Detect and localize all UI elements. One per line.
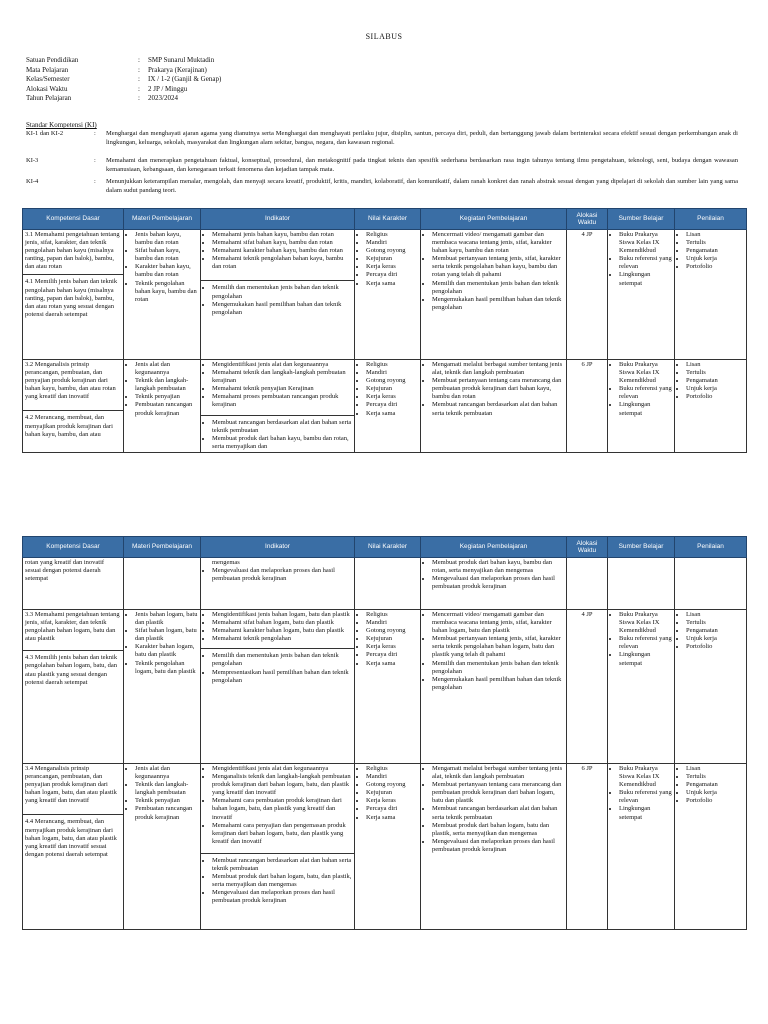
nilai-item: • Kejujuran [366, 635, 418, 643]
indikator-item: • Membuat produk dari bahan kayu, bambu dan rotan, serta menyajikan dan [212, 435, 352, 451]
kegiatan-item: • Mengamati melalui berbagai sumber tentang jenis alat, teknik dan langkah pembuatan [432, 361, 564, 377]
penilaian-item: • Tertulis [686, 773, 744, 781]
kegiatan-item: • Mencermati video/ mengamati gambar dan membaca wacana tentang jenis, sifat, karakter bahan kayu, bambu dan rotan [432, 231, 564, 255]
nilai-item: • Gotong royong [366, 627, 418, 635]
kd-cell [23, 764, 124, 930]
table-row [23, 764, 747, 930]
identity-value: Prakarya (Kerajinan) [148, 65, 207, 74]
nilai-item: • Kerja sama [366, 410, 418, 418]
penilaian-item: • Portofolio [686, 263, 744, 271]
indikator-list [203, 361, 352, 412]
penilaian-item: • Lisan [686, 361, 744, 369]
sumber-item: • Lingkungan setempat [619, 271, 672, 287]
nilai-item: • Kerja sama [366, 660, 418, 668]
indikator-item: • Memilih dan menentukan jenis bahan dan teknik pengolahan [212, 284, 352, 300]
nilai-item: • Kejujuran [366, 385, 418, 393]
kegiatan-cell [421, 764, 567, 930]
materi-item: • Sifat bahan kayu, bambu dan rotan [135, 247, 198, 263]
sumber-item: • Buku Prakarya Siswa Kelas IX Kemendikbud [619, 231, 672, 255]
kd-cell [23, 230, 124, 360]
indikator-item: • Mengidentifikasi jenis bahan logam, batu dan plastik [212, 611, 352, 619]
sumber-cell [608, 764, 675, 930]
indikator-item: • Memahami sifat bahan kayu, bambu dan rotan [212, 239, 352, 247]
column-header: Kompetensi Dasar [23, 209, 124, 230]
sumber-item: • Buku referensi yang relevan [619, 789, 672, 805]
penilaian-cell [675, 764, 747, 930]
sumber-item: • Lingkungan setempat [619, 805, 672, 821]
nilai-item: • Kerja keras [366, 393, 418, 401]
kd-separator [23, 814, 123, 815]
kegiatan-item: • Mengemukakan hasil pemilihan bahan dan teknik pengolahan [432, 296, 564, 312]
column-header: Indikator [201, 209, 355, 230]
materi-item: • Karakter bahan kayu, bambu dan rotan [135, 263, 198, 279]
identity-colon: : [138, 75, 140, 83]
alokasi-cell: 4 JP [567, 230, 608, 360]
kegiatan-cell [421, 230, 567, 360]
table-header-row [23, 209, 747, 230]
penilaian-cell [675, 610, 747, 764]
indikator-item: • Membuat produk dari bahan logam, batu, dan plastik, serta menyajikan dan mengemas [212, 873, 352, 889]
kd-item: 3.3 Memahami pengetahuan tentang jenis, sifat, karakter, dan teknik pengolahan bahan logam, batu dan atau plastik [25, 611, 120, 643]
sumber-list [610, 361, 672, 418]
ki-heading: Standar Kompetensi (KI) [26, 121, 97, 129]
nilai-item: • Mandiri [366, 369, 418, 377]
sumber-item: • Lingkungan setempat [619, 401, 672, 417]
sumber-item: • Buku referensi yang relevan [619, 635, 672, 651]
nilai-item: • Kerja keras [366, 797, 418, 805]
indikator-item: • Membuat rancangan berdasarkan alat dan bahan serta teknik pembuatan [212, 419, 352, 435]
sumber-item: • Buku referensi yang relevan [619, 385, 672, 401]
column-header: Alokasi Waktu [567, 537, 608, 558]
materi-item: • Teknik pengolahan logam, batu dan plastik [135, 660, 198, 676]
sumber-cell [608, 360, 675, 453]
penilaian-item: • Pengamatan [686, 781, 744, 789]
indikator-cell [201, 558, 355, 610]
materi-item: • Pembuatan rancangan produk kerajinan [135, 401, 198, 417]
nilai-item: • Kejujuran [366, 789, 418, 797]
nilai-list [357, 611, 418, 668]
column-header: Nilai Karakter [355, 537, 421, 558]
materi-item: • Teknik pengolahan bahan kayu, bambu dan rotan [135, 280, 198, 304]
ki-text: Menunjukkan keterampilan menalar, mengolah, dan menyaji secara kreatif, produktif, kritis, mandiri, kolaboratif, dan komunikatif, dalam ranah konkret dan ranah abstrak sesuai dengan yang dipelajari di sekolah dan sumber lain yang sama dalam sudut pandang teori. [106, 178, 738, 194]
materi-list [126, 611, 198, 676]
kegiatan-list [423, 559, 564, 591]
nilai-cell [355, 610, 421, 764]
kd-item: 4.2 Merancang, membuat, dan menyajikan produk kerajinan dari bahan kayu, bambu, dan atau [25, 414, 113, 438]
column-header: Penilaian [675, 209, 747, 230]
kegiatan-item: • Mengamati melalui berbagai sumber tentang jenis alat, teknik dan langkah pembuatan [432, 765, 564, 781]
indikator-item: • Memahami teknik dan langkah-langkah pembuatan kerajinan [212, 369, 352, 385]
materi-list [126, 361, 198, 418]
sumber-cell [608, 558, 675, 610]
table-row [23, 610, 747, 764]
column-header: Kegiatan Pembelajaran [421, 537, 567, 558]
materi-item: • Jenis alat dan kegunaannya [135, 765, 198, 781]
nilai-item: • Percaya diri [366, 651, 418, 659]
indikator-item: • Mempresentasikan hasil pemilihan bahan dan teknik pengolahan [212, 669, 352, 685]
nilai-item: • Kejujuran [366, 255, 418, 263]
kd-separator [23, 410, 123, 411]
indikator-list [203, 419, 352, 451]
identity-label: Tahun Pelajaran [26, 94, 72, 102]
kegiatan-item: • Memilih dan menentukan jenis bahan dan teknik pengolahan [432, 660, 564, 676]
identity-label: Mata Pelajaran [26, 65, 69, 74]
indikator-separator [201, 853, 354, 854]
nilai-item: • Kerja sama [366, 280, 418, 288]
ki-label: KI-3 [26, 157, 39, 164]
penilaian-item: • Lisan [686, 231, 744, 239]
table-row [23, 360, 747, 453]
sumber-item: • Lingkungan setempat [619, 651, 672, 667]
column-header: Indikator [201, 537, 355, 558]
column-header: Sumber Belajar [608, 537, 675, 558]
nilai-list [357, 231, 418, 288]
nilai-cell [355, 764, 421, 930]
column-header: Materi Pembelajaran [124, 209, 201, 230]
nilai-list [357, 765, 418, 822]
penilaian-item: • Pengamatan [686, 627, 744, 635]
penilaian-item: • Tertulis [686, 619, 744, 627]
ki-text: Memahami dan menerapkan pengetahuan faktual, konseptual, prosedural, dan metakognitif pada tingkat teknis dan spesifik sederhana berdasarkan rasa ingin tahunya tentang ilmu pengetahuan, teknologi, seni, budaya dengan wawasan kemanusiaan, kebangsaan, dan kenegaraan terkait fenomena dan kejadian tampak mata. [106, 157, 738, 173]
materi-item: • Teknik dan langkah-langkah pembuatan [135, 377, 198, 393]
kd-item: 3.2 Menganalisis prinsip perancangan, pembuatan, dan penyajian produk kerajinan dari bahan kayu, bambu, dan atau rotan yang kreatif dan inovatif [25, 361, 116, 401]
materi-list [126, 231, 198, 304]
materi-item: • Karakter bahan logam, batu dan plastik [135, 643, 198, 659]
nilai-item: • Religius [366, 361, 418, 369]
kd-item: 4.3 Memilih jenis bahan dan teknik pengolahan bahan logam, batu, dan atau plastik yang sesuai dengan potensi daerah setempat [25, 654, 118, 686]
alokasi-cell [567, 558, 608, 610]
materi-item: • Pembuatan rancangan produk kerajinan [135, 805, 198, 821]
identity-value: SMP Sunarul Muktadin [148, 56, 215, 64]
document-title: SILABUS [365, 32, 403, 41]
indikator-item: • Memilih dan menentukan jenis bahan dan teknik pengolahan [212, 652, 352, 668]
penilaian-item: • Pengamatan [686, 247, 744, 255]
sumber-item: • Buku Prakarya Siswa Kelas IX Kemendikbud [619, 611, 672, 635]
materi-item: • Teknik dan langkah-langkah pembuatan [135, 781, 198, 797]
sumber-item: • Buku Prakarya Siswa Kelas IX Kemendikbud [619, 361, 672, 385]
materi-cell [124, 610, 201, 764]
kd-item: 3.4 Menganalisis prinsip perancangan, pembuatan, dan penyajian produk kerajinan dari bahan logam, batu, dan atau plastik yang kreatif dan inovatif [25, 765, 117, 805]
identity-value: 2 JP / Minggu [148, 84, 188, 93]
penilaian-item: • Unjuk kerja [686, 635, 744, 643]
identity-label: Kelas/Semester [26, 75, 70, 83]
identity-colon: : [138, 94, 140, 102]
kegiatan-item: • Membuat pertanyaan tentang jenis, sifat, karakter serta teknik pengolahan bahan kayu, bambu dan rotan yang telah di pahami [432, 255, 564, 279]
penilaian-cell [675, 558, 747, 610]
sumber-item: • Buku referensi yang relevan [619, 255, 672, 271]
indikator-item: • Menganalisis teknik dan langkah-langkah pembuatan produk kerajinan dari bahan logam, batu, dan plastik yang kreatif dan inovatif [212, 773, 352, 797]
indikator-separator [201, 415, 354, 416]
indikator-item: • Mengemukakan hasil pemilihan bahan dan teknik pengolahan [212, 301, 352, 317]
penilaian-list [677, 361, 744, 401]
penilaian-cell [675, 230, 747, 360]
nilai-item: • Kerja sama [366, 814, 418, 822]
indikator-cell [201, 764, 355, 930]
nilai-cell [355, 230, 421, 360]
indikator-item: • Memahami teknik pengolahan bahan kayu, bambu dan rotan [212, 255, 352, 271]
kd-cell [23, 360, 124, 453]
indikator-list [203, 567, 352, 583]
kegiatan-list [423, 361, 564, 418]
materi-list [126, 765, 198, 822]
kegiatan-item: • Mencermati video/ mengamati gambar dan membaca wacana tentang jenis, sifat, karakter bahan logam, batu dan plastik [432, 611, 564, 635]
indikator-item: • Mengevaluasi dan melaporkan proses dan hasil pembuatan produk kerajinan [212, 567, 352, 583]
kegiatan-item: • Memilih dan menentukan jenis bahan dan teknik pengolahan [432, 280, 564, 296]
nilai-item: • Percaya diri [366, 401, 418, 409]
materi-cell [124, 360, 201, 453]
materi-item: • Sifat bahan logam, batu dan plastik [135, 627, 198, 643]
indikator-cell [201, 360, 355, 453]
indikator-list [203, 611, 352, 645]
penilaian-item: • Lisan [686, 765, 744, 773]
kegiatan-list [423, 231, 564, 312]
materi-item: • Teknik penyajian [135, 797, 198, 805]
materi-item: • Teknik penyajian [135, 393, 198, 401]
penilaian-item: • Portofolio [686, 797, 744, 805]
kegiatan-item: • Membuat rancangan berdasarkan alat dan bahan serta teknik pembuatan [432, 805, 564, 821]
column-header: Penilaian [675, 537, 747, 558]
ki-label: KI-1 dan KI-2 [26, 130, 64, 137]
nilai-item: • Kerja keras [366, 263, 418, 271]
kegiatan-cell [421, 360, 567, 453]
indikator-item: • Mengevaluasi dan melaporkan proses dan hasil pembuatan produk kerajinan [212, 889, 352, 905]
sumber-list [610, 231, 672, 288]
nilai-item: • Religius [366, 611, 418, 619]
ki-colon: : [94, 157, 96, 164]
identity-colon: : [138, 65, 140, 74]
ki-label: KI-4 [26, 178, 39, 185]
sumber-list [610, 765, 672, 822]
sumber-cell [608, 610, 675, 764]
nilai-item: • Percaya diri [366, 271, 418, 279]
identity-value: IX / 1-2 (Ganjil & Genap) [148, 75, 222, 83]
indikator-item: • Memahami jenis bahan kayu, bambu dan rotan [212, 231, 352, 239]
indikator-continued-text: mengemas [212, 559, 240, 566]
identity-label: Satuan Pendidikan [26, 56, 79, 64]
kd-item: 3.1 Memahami pengetahuan tentang jenis, sifat, karakter, dan teknik pengolahan bahan kayu (misalnya ranting, papan dan balok), bambu, dan atau rotan [25, 231, 120, 271]
table-row-continued [23, 558, 747, 610]
indikator-item: • Memahami karakter bahan kayu, bambu dan rotan [212, 247, 352, 255]
indikator-item: • Memahami cara pembuatan produk kerajinan dari bahan logam, batu, dan plastik yang kreatif dan inovatif [212, 797, 352, 821]
penilaian-item: • Pengamatan [686, 377, 744, 385]
indikator-item: • Memahami sifat bahan logam, batu dan plastik [212, 619, 352, 627]
indikator-separator [201, 280, 354, 281]
kegiatan-list [423, 765, 564, 854]
identity-colon: : [138, 56, 140, 64]
penilaian-item: • Lisan [686, 611, 744, 619]
kd-cell [23, 610, 124, 764]
materi-cell [124, 230, 201, 360]
kd-separator [23, 650, 123, 651]
penilaian-item: • Unjuk kerja [686, 789, 744, 797]
kegiatan-list [423, 611, 564, 692]
penilaian-list [677, 611, 744, 651]
indikator-cell [201, 230, 355, 360]
syllabus-table-1 [22, 208, 747, 453]
kegiatan-item: • Membuat produk dari bahan logam, batu dan plastik, serta menyajikan dan mengemas [432, 822, 564, 838]
ki-text: Menghargai dan menghayati ajaran agama yang dianutnya serta Menghargai dan menghayati perilaku jujur, disiplin, santun, percaya diri, peduli, dan bertanggung jawab dalam berinteraksi secara efektif sesuai dengan perkembangan anak di lingkungan, keluarga, sekolah, masyarakat dan lingkungan alam sekitar, bangsa, negara, dan kawasan regional. [106, 130, 738, 146]
indikator-item: • Mengidentifikasi jenis alat dan kegunaannya [212, 361, 352, 369]
penilaian-item: • Tertulis [686, 369, 744, 377]
indikator-item: • Memahami cara penyajian dan pengemasan produk kerajinan dari bahan logam, batu, dan plastik yang kreatif dan inovatif [212, 822, 352, 846]
materi-cell [124, 764, 201, 930]
syllabus-table-2 [22, 536, 747, 930]
sumber-list [610, 611, 672, 668]
alokasi-cell: 4 JP [567, 610, 608, 764]
nilai-item: • Mandiri [366, 773, 418, 781]
ki-colon: : [94, 178, 96, 185]
kegiatan-item: • Mengevaluasi dan melaporkan proses dan hasil pembuatan produk kerajinan [432, 838, 564, 854]
nilai-item: • Gotong royong [366, 247, 418, 255]
kegiatan-item: • Membuat pertanyaan tentang jenis, sifat, karakter serta teknik pengolahan bahan logam, batu dan plastik yang telah di pahami [432, 635, 564, 659]
kd-item: 4.1 Memilih jenis bahan dan teknik pengolahan bahan kayu (misalnya ranting, papan dan balok), bambu, dan atau rotan yang sesuai dengan potensi daerah setempat [25, 278, 118, 318]
nilai-item: • Religius [366, 765, 418, 773]
kd-separator [23, 274, 123, 275]
kegiatan-item: • Mengemukakan hasil pemilihan bahan dan teknik pengolahan [432, 676, 564, 692]
column-header: Sumber Belajar [608, 209, 675, 230]
nilai-item: • Religius [366, 231, 418, 239]
identity-colon: : [138, 84, 140, 93]
penilaian-list [677, 765, 744, 805]
indikator-list [203, 652, 352, 684]
indikator-list [203, 284, 352, 316]
indikator-list [203, 231, 352, 277]
kegiatan-item: • Membuat pertanyaan tentang cara merancang dan pembuatan produk kerajinan dari bahan logam, batu dan plastik [432, 781, 564, 805]
indikator-cell [201, 610, 355, 764]
indikator-item: • Memahami karakter bahan logam, batu dan plastik [212, 627, 352, 635]
column-header: Kegiatan Pembelajaran [421, 209, 567, 230]
indikator-item: • Memahami teknik penyajian Kerajinan [212, 385, 352, 393]
nilai-item: • Percaya diri [366, 805, 418, 813]
kegiatan-item: • Mengevaluasi dan melaporkan proses dan hasil pembuatan produk kerajinan [432, 575, 564, 591]
kd-cell: rotan yang kreatif dan inovatif sesuai dengan potensi daerah setempat [23, 558, 124, 610]
indikator-item: • Memahami teknik pengolahan [212, 635, 352, 643]
table-row [23, 230, 747, 360]
indikator-item: • Mengidentifikasi jenis alat dan kegunaannya [212, 765, 352, 773]
penilaian-item: • Portofolio [686, 393, 744, 401]
penilaian-item: • Unjuk kerja [686, 385, 744, 393]
nilai-item: • Kerja keras [366, 643, 418, 651]
identity-label: Alokasi Waktu [26, 84, 68, 93]
column-header: Materi Pembelajaran [124, 537, 201, 558]
nilai-item: • Gotong royong [366, 377, 418, 385]
alokasi-cell: 6 JP [567, 360, 608, 453]
alokasi-cell: 6 JP [567, 764, 608, 930]
indikator-list [203, 857, 352, 906]
penilaian-item: • Unjuk kerja [686, 255, 744, 263]
identity-value: 2023/2024 [148, 94, 178, 102]
kd-item: 4.4 Merancang, membuat, dan menyajikan produk kerajinan dari bahan logam, batu, dan atau plastik yang kreatif dan inovatif sesuai dengan potensi daerah setempat [25, 818, 117, 858]
kegiatan-item: • Membuat rancangan berdasarkan alat dan bahan serta teknik pembuatan [432, 401, 564, 417]
indikator-item: • Membuat rancangan berdasarkan alat dan bahan serta teknik pembuatan [212, 857, 352, 873]
materi-item: • Jenis alat dan kegunaannya [135, 361, 198, 377]
kegiatan-cell [421, 558, 567, 610]
table-header-row [23, 537, 747, 558]
kegiatan-item: • Membuat pertanyaan tentang cara merancang dan pembuatan produk kerajinan dari bahan kayu, bambu dan rotan [432, 377, 564, 401]
nilai-cell [355, 360, 421, 453]
kegiatan-item: • Membuat produk dari bahan kayu, bambu dan rotan, serta menyajikan dan mengemas [432, 559, 564, 575]
column-header: Nilai Karakter [355, 209, 421, 230]
penilaian-list [677, 231, 744, 271]
column-header: Kompetensi Dasar [23, 537, 124, 558]
materi-cell [124, 558, 201, 610]
indikator-list [203, 765, 352, 850]
ki-colon: : [94, 130, 96, 137]
indikator-item: • Memahami proses pembuatan rancangan produk kerajinan [212, 393, 352, 409]
kegiatan-cell [421, 610, 567, 764]
penilaian-cell [675, 360, 747, 453]
sumber-item: • Buku Prakarya Siswa Kelas IX Kemendikbud [619, 765, 672, 789]
materi-item: • Jenis bahan kayu, bambu dan rotan [135, 231, 198, 247]
nilai-item: • Mandiri [366, 239, 418, 247]
column-header: Alokasi Waktu [567, 209, 608, 230]
sumber-cell [608, 230, 675, 360]
penilaian-item: • Tertulis [686, 239, 744, 247]
indikator-separator [201, 648, 354, 649]
penilaian-item: • Portofolio [686, 643, 744, 651]
nilai-list [357, 361, 418, 418]
nilai-cell [355, 558, 421, 610]
nilai-item: • Gotong royong [366, 781, 418, 789]
materi-item: • Jenis bahan logam, batu dan plastik [135, 611, 198, 627]
nilai-item: • Mandiri [366, 619, 418, 627]
